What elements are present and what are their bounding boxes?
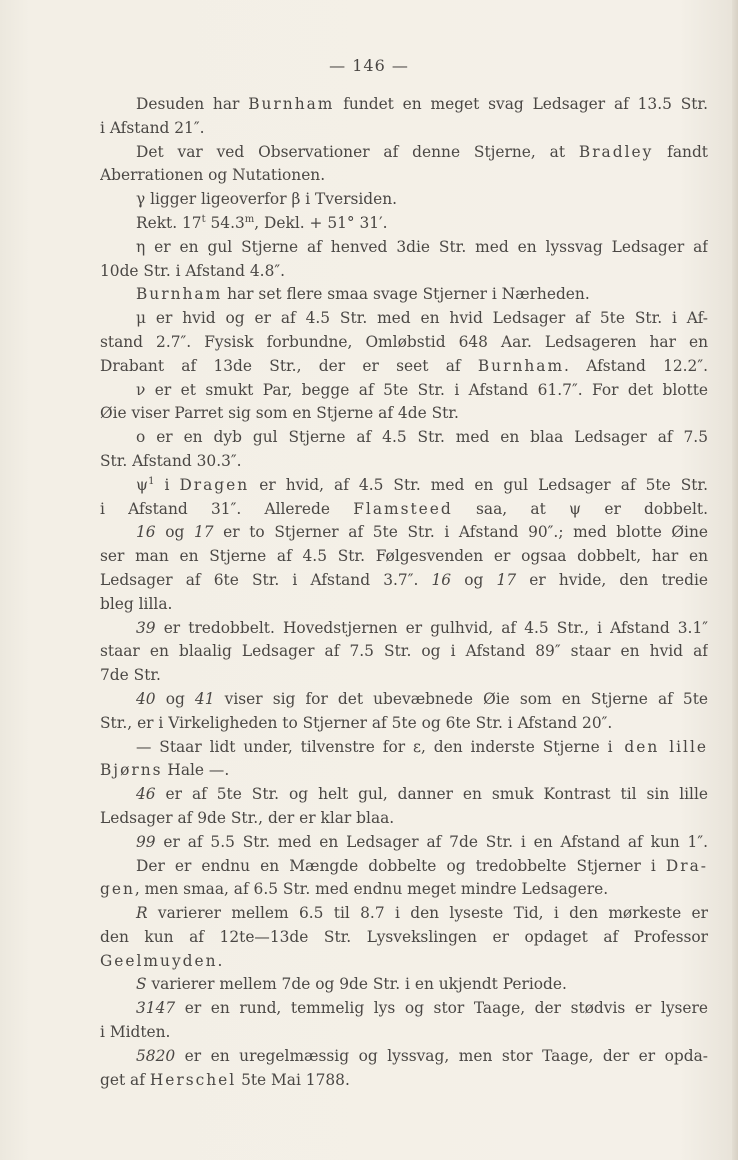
text-run: μ er hvid og er af 4.5 Str. med en hvid Ledsager af 5te Str. i Af- xyxy=(136,309,708,328)
text-line xyxy=(100,212,708,236)
text-run: . Afstand 12.2″. xyxy=(564,356,708,375)
text-line xyxy=(100,450,708,474)
text-run: ψ xyxy=(136,475,149,494)
text-line xyxy=(100,402,708,426)
text-run: er to Stjerner af 5te Str. i Afstand 90″.; med blotte Øine xyxy=(213,523,708,542)
text-run: Øie viser Parret sig som en Stjerne af 4de Str. xyxy=(100,404,459,423)
italic-designation: 16 xyxy=(136,523,156,542)
text-run: Hale —. xyxy=(162,761,230,780)
page-number: — 146 — xyxy=(329,56,409,75)
text-line xyxy=(100,379,708,403)
text-run: er hvide, den tredie xyxy=(516,570,708,589)
text-run: 10de Str. i Afstand 4.8″. xyxy=(100,261,286,280)
spaced-name: Herschel xyxy=(149,1070,237,1089)
text-run: Desuden har xyxy=(136,95,249,113)
text-run: har set flere smaa svage Stjerner i Nærheden. xyxy=(222,285,590,304)
text-run: og xyxy=(451,570,497,589)
text-run: i Afstand 31″. Allerede xyxy=(100,499,354,518)
italic-designation: R xyxy=(136,904,148,923)
text-run: og xyxy=(155,523,194,542)
text-line xyxy=(100,283,708,307)
text-run: ο er en dyb gul Stjerne af 4.5 Str. med en blaa Ledsager af 7.5 xyxy=(136,428,708,447)
text-line xyxy=(100,307,708,331)
text-run: Ledsager af 6te Str. i Afstand 3.7″. xyxy=(100,570,432,589)
text-run: fandt xyxy=(653,142,708,161)
text-line xyxy=(100,1021,708,1045)
text-line xyxy=(100,117,708,141)
text-line xyxy=(100,521,708,545)
spaced-name: Bjørns xyxy=(100,761,163,780)
text-line xyxy=(100,593,708,617)
italic-designation: S xyxy=(136,975,147,994)
spaced-name: Dra- xyxy=(665,856,708,875)
superscript: m xyxy=(244,213,255,225)
text-line xyxy=(100,569,708,593)
text-line xyxy=(100,712,708,736)
text-line xyxy=(100,664,708,688)
text-line xyxy=(100,355,708,379)
text-run: er hvid, af 4.5 Str. med en gul Ledsager af 5te Str. xyxy=(249,475,708,494)
text-line xyxy=(100,331,708,355)
text-line xyxy=(100,1045,708,1069)
italic-designation: 5820 xyxy=(136,1046,176,1065)
text-run: bleg lilla. xyxy=(100,594,173,613)
text-run: varierer mellem 6.5 til 8.7 i den lyseste Tid, i den mørkeste er xyxy=(147,904,708,923)
text-run: viser sig for det ubevæbnede Øie som en Stjerne af 5te xyxy=(214,689,708,708)
text-run: 5te Mai 1788. xyxy=(236,1070,350,1089)
text-run: Drabant af 13de Str., der er seet af xyxy=(100,356,478,375)
text-line xyxy=(100,545,708,569)
page-edge xyxy=(732,0,738,1160)
text-line xyxy=(100,93,708,117)
spaced-name: Burnham xyxy=(477,356,565,375)
text-run: Str., er i Virkeligheden to Stjerner af 5te og 6te Str. i Afstand 20″. xyxy=(100,713,613,732)
text-line xyxy=(100,997,708,1021)
spaced-name: i den lille xyxy=(607,737,708,756)
italic-designation: 39 xyxy=(136,618,156,637)
text-run: er af 5.5 Str. med en Ledsager af 7de Str. i en Afstand af kun 1″. xyxy=(155,832,708,851)
text-line xyxy=(100,950,708,974)
text-run: get af xyxy=(100,1070,150,1089)
text-run: og xyxy=(155,689,195,708)
spaced-name: Dragen xyxy=(179,475,250,494)
text-line xyxy=(100,926,708,950)
text-line xyxy=(100,973,708,997)
italic-designation: 16 xyxy=(431,570,452,589)
superscript: t xyxy=(201,213,206,225)
text-run: stand 2.7″. Fysisk forbundne, Omløbstid 648 Aar. Ledsageren har en xyxy=(100,332,708,351)
text-line xyxy=(100,260,708,284)
text-line xyxy=(100,617,708,641)
italic-designation: 3147 xyxy=(136,999,176,1018)
text-run: , Dekl. + 51° 31′. xyxy=(254,213,388,232)
text-run: — Staar lidt under, tilvenstre for ε, den inderste Stjerne xyxy=(136,737,608,756)
spaced-name: Flamsteed xyxy=(353,499,453,518)
text-run: ser man en Stjerne af 4.5 Str. Følgesvenden er ogsaa dobbelt, har en xyxy=(100,547,708,566)
text-run: γ ligger ligeoverfor β i Tversiden. xyxy=(136,190,398,209)
text-run: er en rund, temmelig lys og stor Taage, der stødvis er lysere xyxy=(175,999,708,1018)
spaced-name: gen xyxy=(100,880,135,899)
text-line xyxy=(100,783,708,807)
italic-designation: 99 xyxy=(136,832,156,851)
text-line xyxy=(100,855,708,879)
text-line xyxy=(100,640,708,664)
text-line xyxy=(100,474,708,498)
superscript: 1 xyxy=(148,475,155,487)
text-line xyxy=(100,164,708,188)
text-line xyxy=(100,736,708,760)
text-line xyxy=(100,878,708,902)
text-run: i xyxy=(154,475,180,494)
text-run: den kun af 12te—13de Str. Lysvekslingen er opdaget af Professor xyxy=(100,927,708,946)
text-line xyxy=(100,188,708,212)
italic-designation: 17 xyxy=(193,523,214,542)
spaced-name: Burnham xyxy=(248,95,335,113)
text-run: η er en gul Stjerne af henved 3die Str. med en lyssvag Ledsager af xyxy=(136,237,708,256)
text-run: Rekt. 17 xyxy=(136,213,202,232)
text-run: 54.3 xyxy=(205,213,245,232)
spaced-name: Geelmuyden xyxy=(100,951,218,970)
text-line xyxy=(100,1069,708,1093)
text-run: er af 5te Str. og helt gul, danner en smuk Kontrast til sin lille xyxy=(155,785,708,804)
text-run: Der er endnu en Mængde dobbelte og tredobbelte Stjerner i xyxy=(136,856,666,875)
text-run: staar en blaalig Ledsager af 7.5 Str. og i Afstand 89″ staar en hvid af xyxy=(100,642,708,661)
text-run: er tredobbelt. Hovedstjernen er gulhvid, af 4.5 Str., i Afstand 3.1″ xyxy=(155,618,708,637)
text-line xyxy=(100,807,708,831)
text-run: fundet en meget svag Ledsager af 13.5 Str. xyxy=(334,95,708,113)
spaced-name: Burnham xyxy=(136,285,223,304)
text-run: Ledsager af 9de Str., der er klar blaa. xyxy=(100,808,395,827)
text-run: er en uregelmæssig og lyssvag, men stor Taage, der er opda- xyxy=(175,1046,708,1065)
text-line xyxy=(100,831,708,855)
spaced-name: Bradley xyxy=(578,142,654,161)
italic-designation: 41 xyxy=(194,689,215,708)
italic-designation: 17 xyxy=(496,570,517,589)
text-line xyxy=(100,141,708,165)
text-run: saa, at ψ er dobbelt. xyxy=(452,499,708,518)
text-line xyxy=(100,236,708,260)
text-line xyxy=(100,688,708,712)
text-run: varierer mellem 7de og 9de Str. i en ukjendt Periode. xyxy=(146,975,567,994)
text-line xyxy=(100,498,708,522)
text-run: Str. Afstand 30.3″. xyxy=(100,451,242,470)
text-run: . xyxy=(217,951,223,970)
body-text xyxy=(100,93,708,1092)
text-line xyxy=(100,759,708,783)
text-run: Det var ved Observationer af denne Stjerne, at xyxy=(136,142,579,161)
italic-designation: 46 xyxy=(136,785,156,804)
text-run: 7de Str. xyxy=(100,666,161,685)
text-line xyxy=(100,426,708,450)
text-run: i Midten. xyxy=(100,1023,171,1042)
text-run: Aberrationen og Nutationen. xyxy=(100,166,326,185)
text-run: i Afstand 21″. xyxy=(100,118,205,137)
italic-designation: 40 xyxy=(136,689,156,708)
text-run: , men smaa, af 6.5 Str. med endnu meget mindre Ledsagere. xyxy=(134,880,609,899)
text-line xyxy=(100,902,708,926)
text-run: ν er et smukt Par, begge af 5te Str. i Afstand 61.7″. For det blotte xyxy=(136,380,708,399)
